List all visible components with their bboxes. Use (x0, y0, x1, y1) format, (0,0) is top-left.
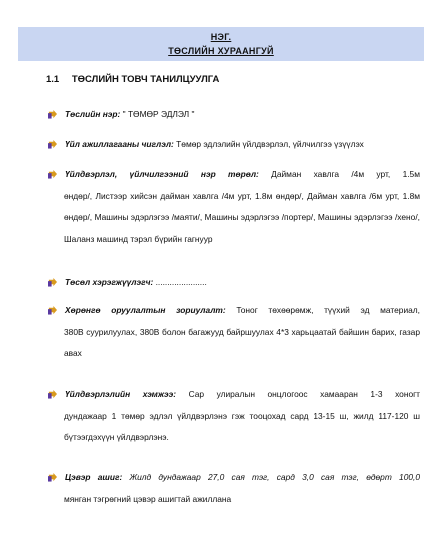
section-number: 1.1 (46, 74, 60, 85)
arrow-bullet-icon (48, 170, 57, 179)
arrow-bullet-icon (48, 306, 57, 315)
item-value: " ТӨМӨР ЭДЛЭЛ " (120, 109, 195, 119)
list-item-net-profit (48, 467, 420, 510)
arrow-bullet-icon (48, 140, 57, 149)
chapter-title: ТӨСЛИЙН ХУРААНГУЙ (168, 46, 274, 56)
item-continuation: өндөр/, Листээр хийсэн дайман хавлга /4м урт, 1.8м өндөр/, Дайман хавлга /6м урт, 1.8м өндөр/, Машины эдэрлэгээ /маяти/, Машины эдэрлэгээ /портер/, Машины эдэрлэгээ /хено/, Шаланз машинд тэрэл бүрийн гагнуур (64, 190, 420, 244)
item-value: Сар улиралын онцлогоос хамааран 1-3 хоногт (176, 389, 420, 399)
chapter-header (18, 27, 424, 61)
item-value: Тоног төхөөрөмж, түүхий эд материал, (225, 305, 420, 315)
section-heading (46, 74, 219, 85)
item-continuation: мянган тэгрөгний цэвэр ашигтай ажиллана (64, 493, 232, 504)
list-item-project-name (48, 104, 420, 126)
item-label: Үйлдвэрлэлийн хэмжээ: (65, 389, 177, 399)
item-label: Үйл ажиллагааны чиглэл: (65, 139, 174, 149)
item-label: Хөрөнгө оруулалтын зориулалт: (65, 305, 226, 315)
list-item-product-types (48, 164, 420, 250)
arrow-bullet-icon (48, 110, 57, 119)
arrow-bullet-icon (48, 473, 57, 482)
chapter-number: НЭГ. (210, 32, 232, 42)
item-label: Үйлдвэрлэл, үйлчилгээний нэр төрөл: (65, 169, 259, 179)
item-label: Төсөл хэрэгжүүлэгч: (65, 277, 154, 287)
list-item-production-volume (48, 384, 420, 449)
section-title: ТӨСЛИЙН ТОВЧ ТАНИЛЦУУЛГА (71, 74, 220, 85)
list-item-implementer (48, 272, 420, 294)
item-label: Төслийн нэр: (65, 109, 121, 119)
list-item-activity-direction (48, 134, 420, 156)
arrow-bullet-icon (48, 390, 57, 399)
item-value: Жилд дундажаар 27,0 сая тэг, сард 3,0 сая тэг, өдөрт 100,0 (122, 472, 420, 482)
arrow-bullet-icon (48, 278, 57, 287)
item-value: Төмөр эдлэлийн үйлдвэрлэл, үйлчилгээ үзүүлэх (173, 139, 364, 149)
item-continuation: дундажаар 1 төмөр эдлэл үйлдвэрлэнэ гэж тооцохад сард 13-15 ш, жилд 117-120 ш бүтээгдэхүүн үйлдвэрлэнэ. (64, 410, 420, 442)
item-continuation: 380В суурилуулах, 380В болон багажууд байршуулах 4*3 харьцаатай байшин барих, газар авах (64, 326, 420, 358)
list-item-investment-purpose (48, 300, 420, 365)
item-value: ...................... (153, 277, 207, 287)
item-value: Дайман хавлга /4м урт, 1.5м (258, 169, 420, 179)
item-label: Цэвэр ашиг: (65, 472, 123, 482)
